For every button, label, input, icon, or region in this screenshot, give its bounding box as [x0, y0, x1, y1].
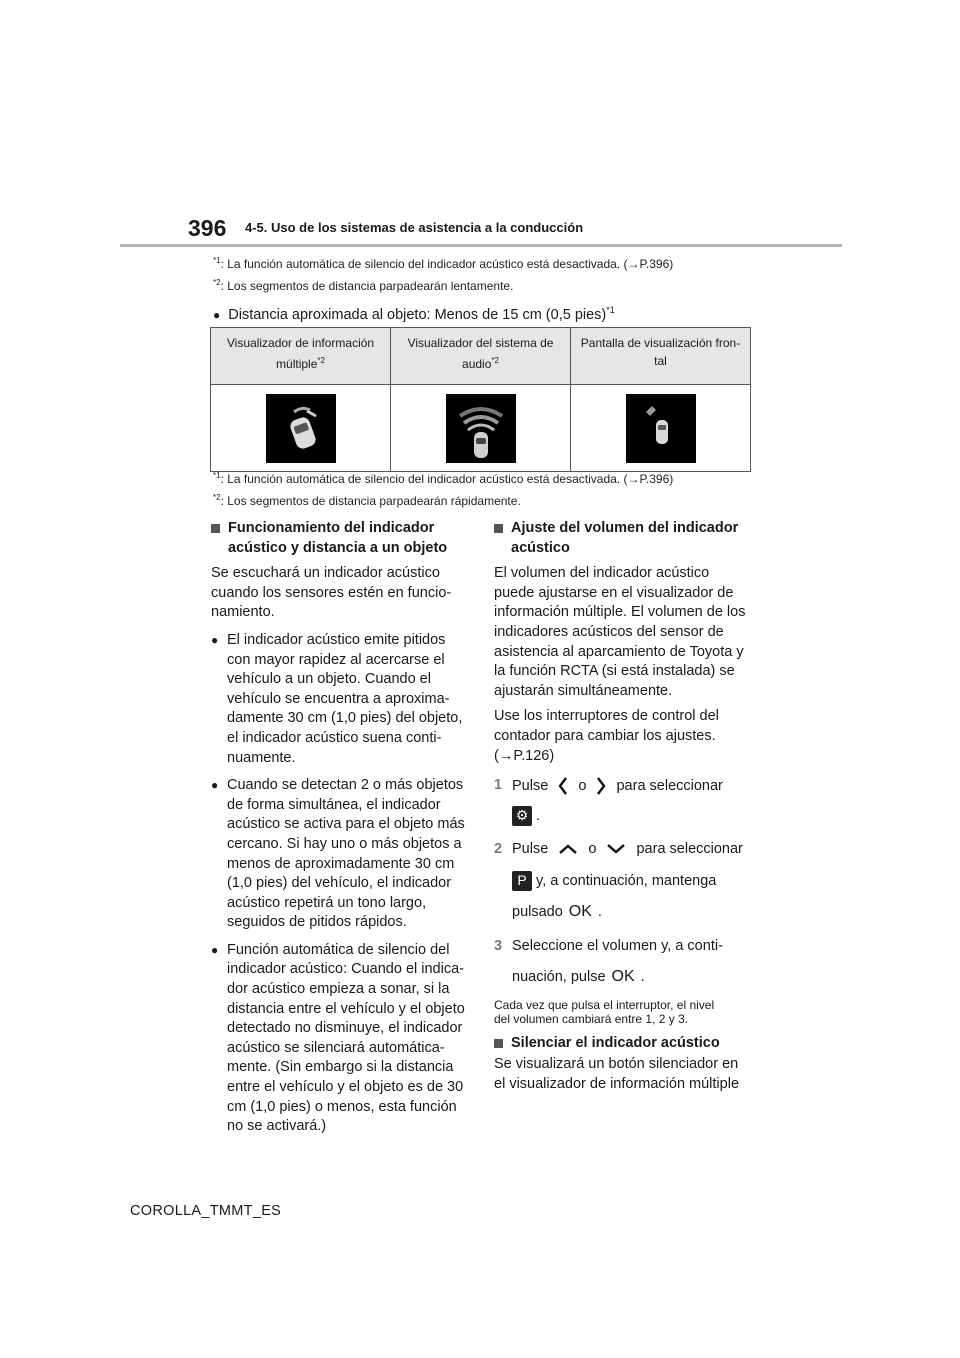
header-line: audio — [462, 357, 492, 371]
header-line: tal — [654, 354, 667, 368]
footnote-text: : Los segmentos de distancia parpadearán lentamente. — [220, 279, 514, 293]
chevron-left-icon — [558, 776, 568, 796]
text-line: Cada vez que pulsa el interruptor, el nivel — [494, 997, 715, 1012]
heading-square-icon — [211, 524, 220, 533]
footnote-text: : La función automática de silencio del indicador acústico está desactivada. (→P.396) — [220, 257, 674, 271]
text-line: Cuando se detectan 2 o más objetos — [227, 777, 464, 794]
step-text: o — [578, 777, 587, 794]
section-title: 4-5. Uso de los sistemas de asistencia a la conducción — [245, 220, 584, 235]
paragraph — [494, 1055, 759, 1094]
text-line: acústico se activa para el objeto más — [227, 816, 465, 833]
paragraph — [494, 707, 759, 766]
hud-screen-image — [626, 394, 696, 463]
step-number: 1 — [494, 777, 503, 794]
text-line: indicador acústico: Cuando el indica- — [227, 961, 464, 978]
footnote-mark: *2 — [213, 278, 221, 287]
text-line: damente 30 cm (1,0 pies) del objeto, — [227, 710, 463, 727]
text-line: (→P.126) — [494, 747, 555, 764]
intro-paragraph — [211, 564, 471, 623]
text-line: acústico se silenciará automática- — [227, 1039, 445, 1056]
header-line: Pantalla de visualización fron- — [580, 336, 741, 350]
step-text: Pulse — [512, 777, 549, 794]
text-line: acústico repetirá un tono largo, — [227, 894, 427, 911]
footnote-1 — [213, 256, 673, 271]
bullet-icon: ● — [211, 632, 219, 647]
text-line: cuando los sensores estén en funcio- — [211, 584, 452, 601]
paragraph — [494, 564, 759, 701]
step-1 — [494, 776, 759, 826]
chevron-right-icon — [596, 776, 606, 796]
heading-line: Funcionamiento del indicador — [228, 520, 435, 536]
section-heading — [494, 519, 759, 558]
text-line: asistencia al aparcamiento de Toyota y — [494, 643, 744, 660]
text-line: entre el vehículo y el objeto es de 30 — [227, 1079, 464, 1096]
footnote-mark: *1 — [213, 256, 221, 265]
table-header-hud — [571, 328, 751, 385]
text-line: Use los interruptores de control del — [494, 708, 719, 725]
volume-note — [494, 998, 759, 1026]
chevron-down-icon — [606, 843, 626, 855]
text-line: Se visualizará un botón silenciador en — [494, 1056, 739, 1073]
list-item — [211, 631, 471, 768]
text-line: cercano. Si hay uno o más objetos a — [227, 835, 462, 852]
footnote-2 — [213, 493, 521, 508]
step-text: o — [588, 840, 597, 857]
text-line: (1,0 pies) del vehículo, el indicador — [227, 875, 452, 892]
text-line: puede ajustarse en el visualizador de — [494, 584, 734, 601]
document-id: COROLLA_TMMT_ES — [130, 1203, 282, 1219]
text-line: mente. (Sin embargo si la distancia — [227, 1059, 454, 1076]
text-line: cm (1,0 pies) o menos, esta función — [227, 1098, 457, 1115]
text-line: El volumen del indicador acústico — [494, 565, 710, 582]
footnote-mark: *2 — [317, 356, 325, 365]
ok-button-icon: OK — [568, 902, 592, 920]
left-column — [211, 519, 471, 1137]
text-line: el visualizador de información múltiple — [494, 1075, 740, 1092]
heading-square-icon — [494, 1039, 503, 1048]
heading-line: Ajuste del volumen del indicador — [511, 520, 739, 536]
header-divider — [120, 244, 842, 247]
text-line: con mayor rapidez al acercarse el — [227, 651, 445, 668]
text-line: indicadores acústicos del sensor de — [494, 623, 724, 640]
step-text: para seleccionar — [636, 840, 743, 857]
chevron-up-icon — [558, 843, 578, 855]
step-text: . — [640, 969, 645, 986]
distance-text: Distancia aproximada al objeto: Menos de 15 cm (0,5 pies) — [228, 306, 607, 323]
step-text: Seleccione el volumen y, a conti- — [512, 937, 723, 954]
text-line: seguidos de pitidos rápidos. — [227, 914, 407, 931]
park-label: P — [517, 871, 527, 888]
right-column — [494, 519, 759, 1095]
display-table — [210, 327, 751, 472]
table-cell-multi-info — [211, 385, 391, 472]
step-3 — [494, 937, 759, 988]
multi-info-screen-image — [266, 394, 336, 463]
table-cell-hud — [571, 385, 751, 472]
text-line: vehículo a un objeto. Cuando el — [227, 671, 431, 688]
step-text: Pulse — [512, 840, 549, 857]
header-line: Visualizador de información — [226, 336, 375, 350]
heading-square-icon — [494, 524, 503, 533]
table-header-multi-info — [211, 328, 391, 385]
table-header-audio — [391, 328, 571, 385]
text-line: El indicador acústico emite pitidos — [227, 631, 446, 648]
text-line: información múltiple. El volumen de los — [494, 604, 746, 621]
heading-line: acústico y distancia a un objeto — [228, 539, 448, 556]
list-item — [211, 776, 471, 933]
step-text: nuación, pulse — [512, 969, 606, 986]
text-line: vehículo se encuentra a aproxima- — [227, 690, 450, 707]
footnote-mark: *1 — [606, 305, 615, 315]
text-line: detectado no disminuye, el indicador — [227, 1020, 463, 1037]
footnote-2 — [213, 278, 513, 293]
footnote-text: : La función automática de silencio del indicador acústico está desactivada. (→P.396) — [220, 472, 674, 486]
text-line: dor acústico empieza a sonar, si la — [227, 981, 450, 998]
text-line: de forma simultánea, el indicador — [227, 796, 441, 813]
page-number: 396 — [188, 215, 227, 241]
text-line: menos de aproximadamente 30 cm — [227, 855, 455, 872]
bullet-icon: ● — [211, 778, 219, 793]
heading-line: acústico — [511, 539, 570, 556]
header-line: Visualizador del sistema de — [407, 336, 554, 350]
step-2 — [494, 840, 759, 923]
step-number: 3 — [494, 937, 503, 954]
footnote-mark: *2 — [213, 493, 221, 502]
distance-bullet — [213, 305, 615, 323]
header-line: múltiple — [276, 357, 318, 371]
step-number: 2 — [494, 840, 503, 857]
step-text: y, a continuación, mantenga — [536, 872, 717, 889]
footnote-text: : Los segmentos de distancia parpadearán rápidamente. — [220, 494, 521, 508]
step-text: para seleccionar — [616, 777, 723, 794]
table-cell-audio — [391, 385, 571, 472]
parking-sensor-icon — [512, 871, 532, 891]
list-item — [211, 941, 471, 1137]
gear-icon: ⚙ — [512, 806, 532, 826]
text-line: namiento. — [211, 604, 275, 621]
heading-line: Silenciar el indicador acústico — [511, 1034, 720, 1051]
step-text: pulsado — [512, 903, 563, 920]
ok-button-icon: OK — [611, 968, 635, 986]
text-line: distancia entre el vehículo y el objeto — [227, 1000, 465, 1017]
step-text: . — [536, 807, 541, 824]
text-line: el indicador acústico suena conti- — [227, 729, 442, 746]
audio-screen-image — [446, 394, 516, 463]
section-heading — [211, 519, 471, 558]
step-text: . — [597, 903, 602, 920]
text-line: nuamente. — [227, 749, 296, 766]
bullet-icon: ● — [211, 942, 219, 957]
footnote-1 — [213, 471, 673, 486]
footnote-mark: *1 — [213, 471, 221, 480]
bullet-icon: ● — [213, 307, 221, 322]
footnote-mark: *2 — [491, 356, 499, 365]
text-line: del volumen cambiará entre 1, 2 y 3. — [494, 1011, 689, 1026]
text-line: ajustarán simultáneamente. — [494, 682, 673, 699]
text-line: Función automática de silencio del — [227, 941, 450, 958]
text-line: no se activará.) — [227, 1118, 327, 1135]
text-line: Se escuchará un indicador acústico — [211, 565, 440, 582]
text-line: contador para cambiar los ajustes. — [494, 727, 716, 744]
section-heading — [494, 1034, 759, 1054]
text-line: la función RCTA (si está instalada) se — [494, 663, 735, 680]
